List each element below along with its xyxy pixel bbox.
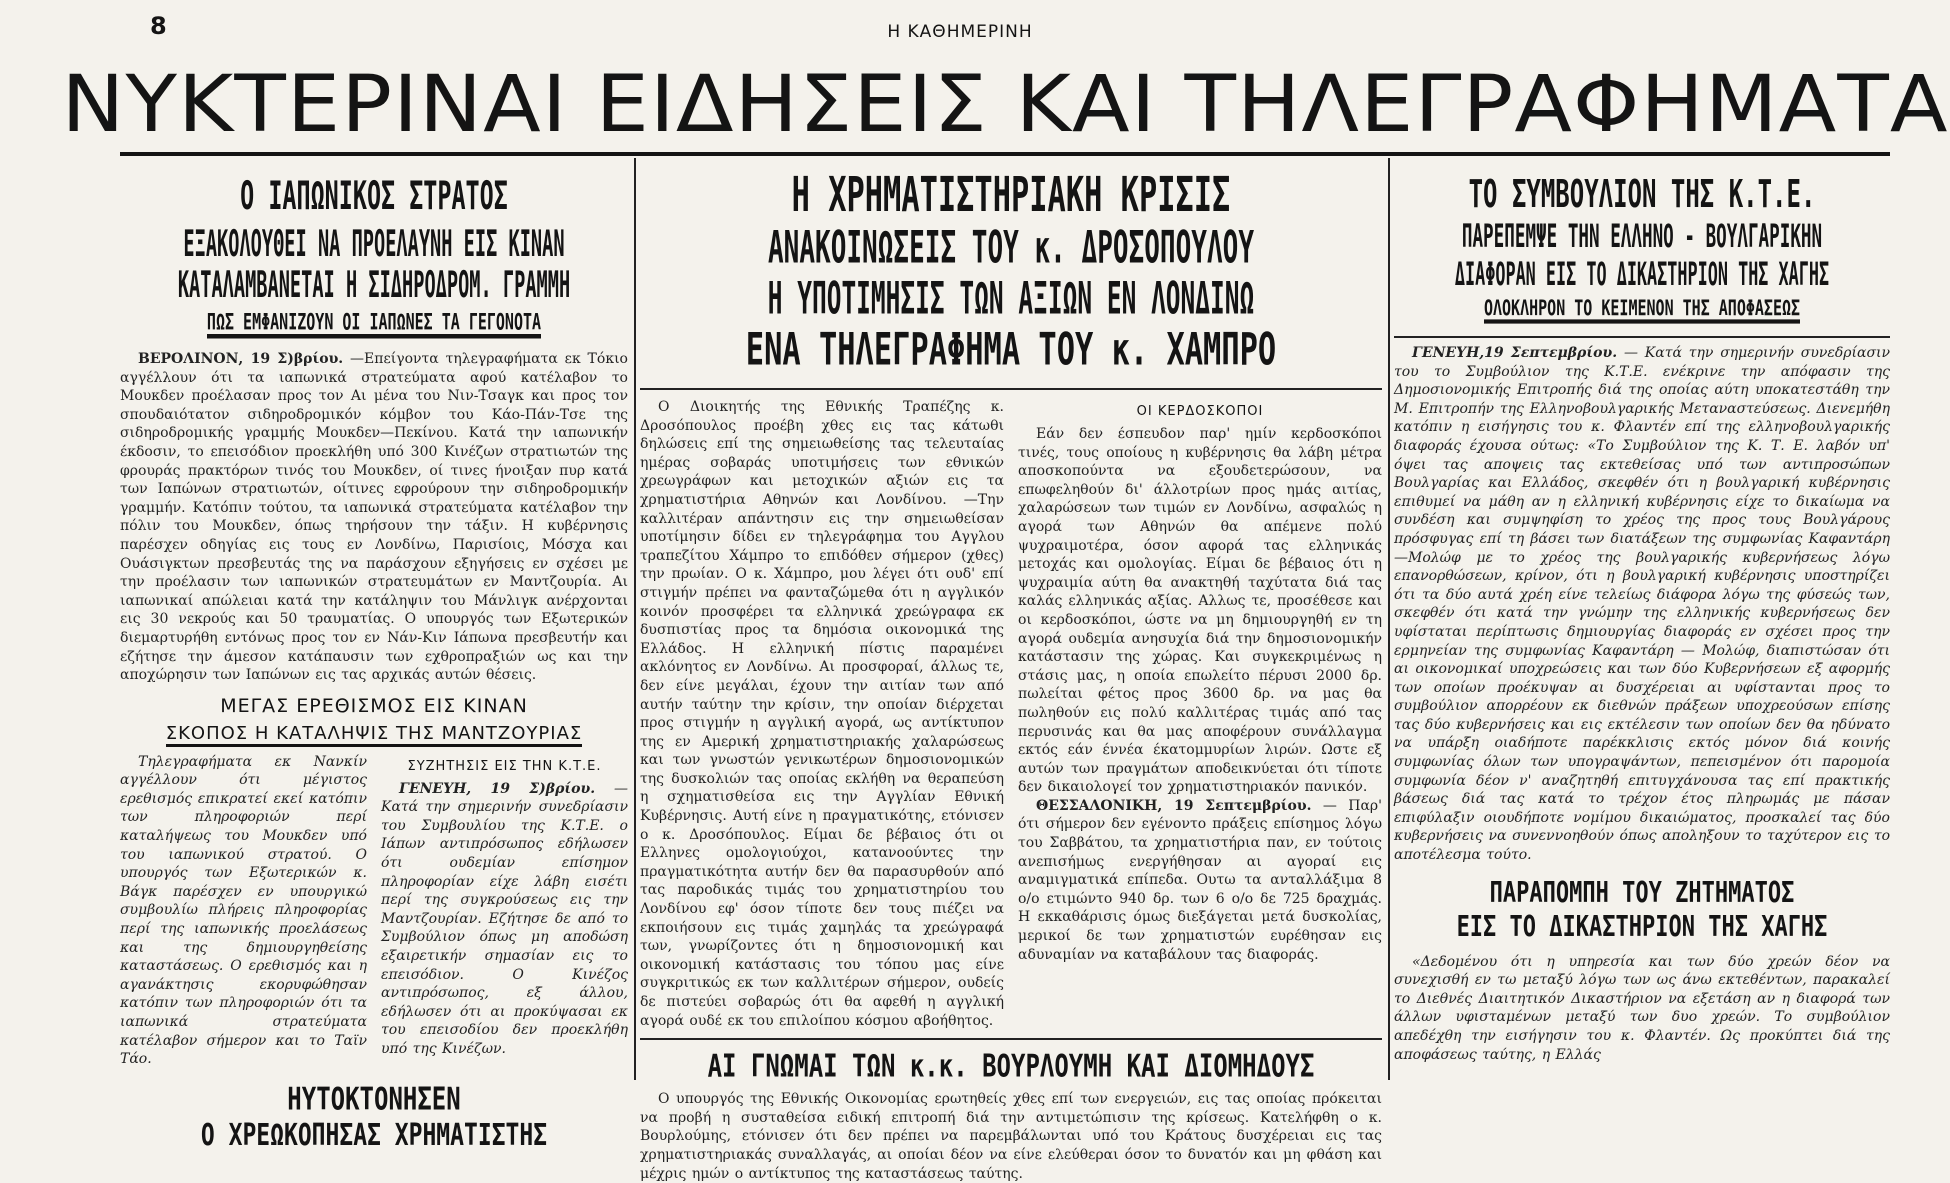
middle-article-1: Ο Διοικητής της Εθνικής Τραπέζης κ. Δροσόπουλος προέβη χθες εις τας κάτωθι δηλώσεις επί της σημειωθείσης τας τελευταίας ημέρας σοβαράς υποτιμήσεις των εθνικών χρεωγράφων και μετοχικών αξιών εις τα χρηματιστήρια Αθηνών και Λονδίνου. —Την καλλιτέραν απάντησιν εις την σημειωθείσαν υποτίμησιν δίδει εν τηλεγράφημα του Αγγλου τραπεζίτου Χάμπρο το επιδόθεν σήμερον (χθες) την πρωίαν. Ο κ. Χάμπρο, μου λέγει ότι ουδ' επί στιγμήν πρέπει να φανταζώμεθα ότι η αγγλικόν κοινόν προσφέρει τα ελληνικά χρεώγραφα εκ δυσπιστίας προς τα δημόσια οικονομικά της Ελλάδος. Η ελληνική πίστις παραμένει ακλόνητος εν Λονδίνω. Αι προσφοραί, άλλως τε, δεν είνε μεγάλαι, έχουν την αιτίαν των από αυτήν ταύτην την κρίσιν, την οποίαν διέρχεται προς στιγμήν η αγγλική αγορά, ως αντίκτυπον της εν Αμερική χρηματιστηριακής χαλαρώσεως και των γνωστών γενικωτέρων δημοσιονομικών της δυσκολιών τας οποίας εκλήθη να θεραπεύση η σχηματισθείσα εις την Αγγλίαν Εθνική Κυβέρνησις. Αυτή είνε η πραγματικότης, ετόνισεν ο κ. Δροσόπουλος. Είμαι δε βέβαιος ότι οι Ελληνες ομολογιούχοι, κατανοούντες την πραγματικότητα αυτήν δεν θα παρασυρθούν από τας παροδικάς τιμάς του χρηματιστηρίου του Λονδίνου εφ' όσον τίποτε δεν τους πιέζει να εκποιήσουν εις τιμάς χαμηλάς τα χρεώγραφά των, γνωρίζοντες ότι η δημοσιονομική και οικονομική κατάστασις του τόπου μας είνε συγκριτικώς εκ των καλλιτέρων σήμερον, ουδείς δε πιστεύει σοβαρώς ότι θα αφεθή η αγγλική αγορά ουδέ εκ του επιλοίπου κόσμου αβοήθητος. [640,399,1004,1029]
right-headline-6: ΕΙΣ ΤΟ ΔΙΚΑΣΤΗΡΙΟΝ ΤΗΣ ΧΑΓΗΣ [1456,910,1828,944]
left-headline-2: ΕΞΑΚΟΛΟΥΘΕΙ ΝΑ ΠΡΟΕΛΑΥΝΗ ΕΙΣ ΚΙΝΑΝ [183,223,565,266]
middle-rule [640,388,1382,390]
middle-article-4: Ο υπουργός της Εθνικής Οικονομίας ερωτηθείς χθες επί των ενεργειών, εις τας οποίας πρόκειται να προβή η συσταθείσα ειδική επιτροπή διά την αντιμετώπισιν της κρίσεως. Κατελήφθη ο κ. Βουρλούμης, ετόνισεν ότι δεν πρέπει να παρεμβάλωνται υπό του Κράτους δυσχέρειαι εις τας χρηματιστηριακάς συναλλαγάς, αι οποίαι δέον να είνε ελεύθεραι όσον το δυνατόν και μη φθάση και μέχρις ημών ο αντίκτυπος της καταστάσεως ταύτης. [640,1091,1382,1182]
left-column [120,158,628,1153]
left-article-2: Τηλεγραφήματα εκ Νανκίν αγγέλλουν ότι μέγιστος ερεθισμός επικρατεί εκεί κατόπιν των πληροφοριών περί καταλήψεως του Μουκδεν υπό του ιαπωνικού στρατού. Ο υπουργός των Εξωτερικών κ. Βάγκ παρέσχεν εν υπουργικώ συμβουλίω πλήρεις πληροφορίας περί της ιαπωνικής προελάσεως και της δημιουργηθείσης καταστάσεως. Ο ερεθισμός και η αγανάκτησις εκορυφώθησαν κατόπιν των πληροφοριών ότι τα ιαπωνικά στρατεύματα κατέλαβον σήμερον και το Ταϊν Τάο. [120,753,367,1068]
page-number: 8 [150,12,167,40]
right-dateline: ΓΕΝΕΥΗ,19 Σεπτεμβρίου. [1412,345,1618,361]
banner-rule [120,152,1890,156]
right-article-1 [1394,344,1890,865]
right-headline-2: ΠΑΡΕΠΕΜΨΕ ΤΗΝ ΕΛΛΗΝΟ - ΒΟΥΛΓΑΡΙΚΗΝ [1461,216,1823,256]
middle-headline-3: Η ΥΠΟΤΙΜΗΣΙΣ ΤΩΝ ΑΞΙΩΝ ΕΝ ΛΟΝΔΙΝΩ [767,272,1255,325]
left-headline-1: Ο ΙΑΠΩΝΙΚΟΣ ΣΤΡΑΤΟΣ [240,174,508,220]
column-rule-2 [1388,158,1390,1080]
right-headline-5: ΠΑΡΑΠΟΜΠΗ ΤΟΥ ΖΗΤΗΜΑΤΟΣ [1489,876,1795,910]
right-headline-4-text: ΟΛΟΚΛΗΡΟΝ ΤΟ ΚΕΙΜΕΝΟΝ ΤΗΣ ΑΠΟΦΑΣΕΩΣ [1484,298,1800,323]
middle-column [640,158,1382,1182]
middle-headline-1: Η ΧΡΗΜΑΤΙΣΤΗΡΙΑΚΗ ΚΡΙΣΙΣ [791,166,1231,223]
middle-article-2: Εάν δεν έσπευδον παρ' ημίν κερδοσκόποι τινές, τους οποίους η κυβέρνησις θα λάβη μέτρα αποσκοπούντα να εξουδετερώσουν, να επωφεληθούν δι' άλλοτρίων προς ημάς αιτίας, χαλαρώσεων των τιμών εν Λονδίνω, ασφαλώς η αγορά των Αθηνών θα απέμενε πολύ ψυχραιμοτέρα, όσον αφορά τας ελληνικάς μετοχάς και ομολογίας. Είμαι δε βέβαιος ότι η ψυχραιμία αύτη θα ανακτηθή ταχύτατα διά τας καλάς ελληνικάς αξίας. Αλλως τε, προσέθεσε και οι κερδοσκόποι, ώστε να μη δημιουργηθή εν τη αγορά ουδεμία ανησυχία διά την δημοσιονομικήν κατάστασιν της χώρας. Και συγκεκριμένως η στάσις μας, η οποία επωλείτο πέρυσι 2000 δρ. πωλείται φέτος προς 3600 δρ. να μας θα πωληθούν εις πολύ καλλιτέρας τιμάς από τας περυσινάς και θα μας αποφέρουν συνάλλαγμα εκτός εάν έννέα έκατομμυρίων λιρών. Ωστε εξ αυτών των πραγμάτων αποδεικνύεται ότι τίποτε δεν δικαιολογεί τον χρηματιστηριακόν πανικόν. [1018,426,1382,796]
left-headline-6 [120,723,628,747]
middle-dateline: ΘΕΣΣΑΛΟΝΙΚΗ, 19 Σεπτεμβρίου. [1036,797,1312,814]
left-headline-8: Ο ΧΡΕΩΚΟΠΗΣΑΣ ΧΡΗΜΑΤΙΣΤΗΣ [200,1118,548,1153]
right-headline-4 [1394,295,1890,323]
column-rule-1 [634,158,636,1080]
left-headline-4-text: ΠΩΣ ΕΜΦΑΝΙΖΟΥΝ ΟΙ ΙΑΠΩΝΕΣ ΤΑ ΓΕΓΟΝΟΤΑ [207,312,541,339]
left-headline-6-text: ΣΚΟΠΟΣ Η ΚΑΤΑΛΗΨΙΣ ΤΗΣ ΜΑΝΤΖΟΥΡΙΑΣ [166,723,583,747]
left-article-1 [120,350,628,685]
middle-headline-5: ΑΙ ΓΝΩΜΑΙ ΤΩΝ κ.κ. ΒΟΥΡΛΟΥΜΗ ΚΑΙ ΔΙΟΜΗΔΟΥΣ [707,1047,1315,1085]
middle-subcolumn-b [1018,398,1382,1030]
middle-subcolumn-a [640,398,1004,1030]
right-article-2: «Δεδομένου ότι η υπηρεσία και των δύο χρεών δέον να συνεχισθή εν τω μεταξύ λόγω των ως άνω εκτεθέντων, παρακαλεί το Διεθνές Διαιτητικόν Δικαστήριον να εξετάση αν η διαφορά των άλλων υφισταμένων μεταξύ των δυο χρεών. Το συμβούλιον απεδέχθη την εισήγησιν του κ. Φλαντέν. Ως προκύπτει διά της αποφάσεως ταύτης, η Ελλάς [1394,953,1890,1063]
left-headline-4 [120,308,628,339]
right-column [1394,158,1890,1080]
left-subcolumn-a [120,753,367,1069]
middle-article-3-text: — Παρ' ότι σήμερον δεν εγένοντο πράξεις επίσημος λόγω του Σαββάτου, τα χρηματιστήρια παν, εν τούτοις ανεπισήμως ενεργήθησαν αι αγοραί εις αναμιγματικά επίπεδα. Ουτω τα ανταλλάξιμα 8 ο/ο ετιμώντο 940 δρ. των 6 ο/ο δε 725 δραχμάς. Η εκκαθάρισις όμως διεξάγεται μετά δυσκολίας, μερικοί δε των χρηματιστών ευρέθησαν εις αδυναμίαν να καταβάλουν τας διαφοράς. [1018,797,1382,963]
left-subcolumn-b [381,753,628,1069]
left-headline-3: ΚΑΤΑΛΑΜΒΑΝΕΤΑΙ Η ΣΙΔΗΡΟΔΡΟΜ. ΓΡΑΜΜΗ [177,264,571,307]
middle-headline-2: ΑΝΑΚΟΙΝΩΣΕΙΣ ΤΟΥ κ. ΔΡΟΣΟΠΟΥΛΟΥ [767,221,1254,274]
left-subcolumns [120,753,628,1069]
middle-article-3 [1018,797,1382,964]
masthead [0,8,1920,44]
left-article-3 [381,780,628,1059]
middle-rule-2 [640,1038,1382,1040]
left-article-1-text: —Επείγοντα τηλεγραφήματα εκ Τόκιο αγγέλλουν ότι τα ιαπωνικά στρατεύματα αφού κατέλαβον το Μουκδεν προέλασαν προς τον Αι μένα του Νιν-Τσαγκ και προς τον σπουδαιότατον σιδηροδρομικόν κόμβον του Κάο-Πάν-Τσε της σιδηροδρομικής γραμμής Μουκδεν—Πεκίνου. Κατά την ιαπωνικήν έκδοσιν, το επεισόδιον προεκλήθη υπό 300 Κινέζων στρατιωτών της φρουράς πρακτόρων τινός του Μουκδεν, οί τινες ήνοιξαν πυρ κατά των Ιαπώνων στρατιωτών, οίτινες εφρούρουν την σιδηροδρομικήν γραμμήν. Κατόπιν τούτου, τα ιαπωνικά στρατεύματα κατέλαβον την πόλιν του Μουκδεν, όπως τηρήσουν την τάξιν. Η κυβέρνησις παρέσχεν οδηγίας εις τους εν Λονδίνω, Παρισίοις, Μόσχα και Ουάσιγκτων πρεσβευτάς της να παράσχουν εξηγήσεις εν σχέσει με την προέλασιν των ιαπωνικών στρατευμάτων εν Μαντζουρία. Αι ιαπωνικαί απώλειαι κατά την κατάληψιν του Μάνλιγκ ανέρχονται εις 30 νεκρούς και 50 τραυματίας. Ο υπουργός των Εξωτερικών διεμαρτυρήθη εντόνως προς τον εν Νάν-Κιν Ιάπωνα πρεσβευτήν και εζήτησε την άμεσον κατάπαυσιν των εχθροπραξιών ως και την αποχώρησιν των Ιαπώνων εις τας αρχικάς αυτών θέσεις. [120,351,628,684]
middle-subcolumns [640,398,1382,1030]
right-article-1-text: — Κατά την σημερινήν συνεδρίασιν του το Συμβούλιον της Κ.Τ.Ε. ενέκρινε την απόφασιν της Δημοσιονομικής Επιτροπής διά της οποίας αύτη υποκατεστάθη την Μ. Επιτροπήν της Ελληνοβουλγαρικής Μεταναστεύσεως. Διενεμήθη κατόπιν η εισήγησις του κ. Φλαντέν επί της ελληνοβουλγαρικής διαφοράς έχουσα ούτως: «Το Συμβούλιον της Κ. Τ. Ε. λαβόν υπ' όψει τας αποψεις τας εκτεθείσας υπό των αντιπροσώπων Βουλγαρίας και Ελλάδος, σκεφθέν ότι η βουλγαρική κυβέρνησις επιθυμεί να μάθη αν η ελληνική κυβέρνησις είχε το δικαίωμα να συνδέση και συμψηφίση το χρέος της προς τους Βουλγάρους πρόσφυγας επί τη βάσει των διατάξεων της συμφωνίας Καφαντάρη—Μολώφ με το χρέος της βουλγαρικής κυβερνήσεως λόγω επανορθώσεων, κρίνον, ότι η βουλγαρική κυβέρνησις υποστηρίζει ότι τα δύο αυτά χρέη είνε τελείως διάφορα λόγω της φύσεώς των, σκεφθέν ότι κατά την γνώμην της ελληνικής κυβερνήσεως δεν υφίσταται περίπτωσις δημιουργίας διαφοράς εν σχέσει προς την ερμηνείαν της συμφωνίας Καφαντάρη — Μολώφ, διαπιστώσαν ότι αι οικονομικαί υποχρεώσεις και των δύο Κυβερνήσεων εξ αφορμής των οποίων προέκυψαν αι δυσχέρειαι αι υφίστανται προς το συμβούλιον απορρέουν εκ διεθνών πράξεων υποχρεούσων επίσης τας δύο κυβερνήσεις και εις εκτέλεσιν των οποίων δεν θα ηδύνατο να υπάρξη οιαδήποτε παρέκκλισις εκτός μόνον διά κοινής συμφωνίας όλων των υπογραψάντων, πεπεισμένον ότι παρομοία συμφωνία δέον ν' αναζητηθή επιτυγχάνουσα τας επί πρακτικής βάσεως διά τας κατά το τρέχον έτος πληρωμάς με πάσαν επιφύλαξιν οιουδήποτε νομίμου δικαιώματος, προσκαλεί τας δύο κυβερνήσεις να συνεννοηθούν όπως αποληξουν το ταχύτερον εις το αποτέλεσμα τούτο. [1394,345,1891,864]
right-rule [1394,336,1890,338]
banner-headline: ΝΥΚΤΕΡΙΝΑΙ ΕΙΔΗΣΕΙΣ ΚΑΙ ΤΗΛΕΓΡΑΦΗΜΑΤΑ [61,60,1949,150]
left-article-3-text: — Κατά την σημερινήν συνεδρίασιν του Συμβουλίου της Κ.Τ.Ε. ο Ιάπων αντιπρόσωπος εδήλωσεν ότι ουδεμίαν επίσημον πληροφορίαν είχε λάβη εισέτι περί της συγκρούσεως εις την Μαντζουρίαν. Εζήτησε δε από το Συμβούλιον όπως μη αποδώση εξαιρετικήν σημασίαν εις το επεισόδιον. Ο Κινέζος αντιπρόσωπος, εξ άλλου, εδήλωσεν ότι αι προκύψασαι εκ του επεισοδίου δεν προεκλήθη υπό της Κινέζων. [381,780,628,1057]
middle-subhead: ΟΙ ΚΕΡΔΟΣΚΟΠΟΙ [1136,404,1264,419]
newspaper-name: Η ΚΑΘΗΜΕΡΙΝΗ [887,22,1033,42]
right-headline-3: ΔΙΑΦΟΡΑΝ ΕΙΣ ΤΟ ΔΙΚΑΣΤΗΡΙΟΝ ΤΗΣ ΧΑΓΗΣ [1454,254,1830,294]
middle-headline-4: ΕΝΑ ΤΗΛΕΓΡΑΦΗΜΑ ΤΟΥ κ. ΧΑΜΠΡΟ [745,323,1277,376]
left-subhead: ΣΥΖΗΤΗΣΙΣ ΕΙΣ ΤΗΝ Κ.Τ.Ε. [407,758,602,774]
left-dateline: ΒΕΡΟΛΙΝΟΝ, 19 Σ)βρίου. [138,351,344,367]
left-dateline-2: ΓΕΝΕΥΗ, 19 Σ)βρίου. [399,780,596,797]
right-headline-1: ΤΟ ΣΥΜΒΟΥΛΙΟΝ ΤΗΣ Κ.Τ.Ε. [1468,171,1816,217]
left-headline-7: ΗΥΤΟΚΤΟΝΗΣΕΝ [287,1080,461,1117]
left-headline-5: ΜΕΓΑΣ ΕΡΕΘΙΣΜΟΣ ΕΙΣ ΚΙΝΑΝ [220,694,528,717]
